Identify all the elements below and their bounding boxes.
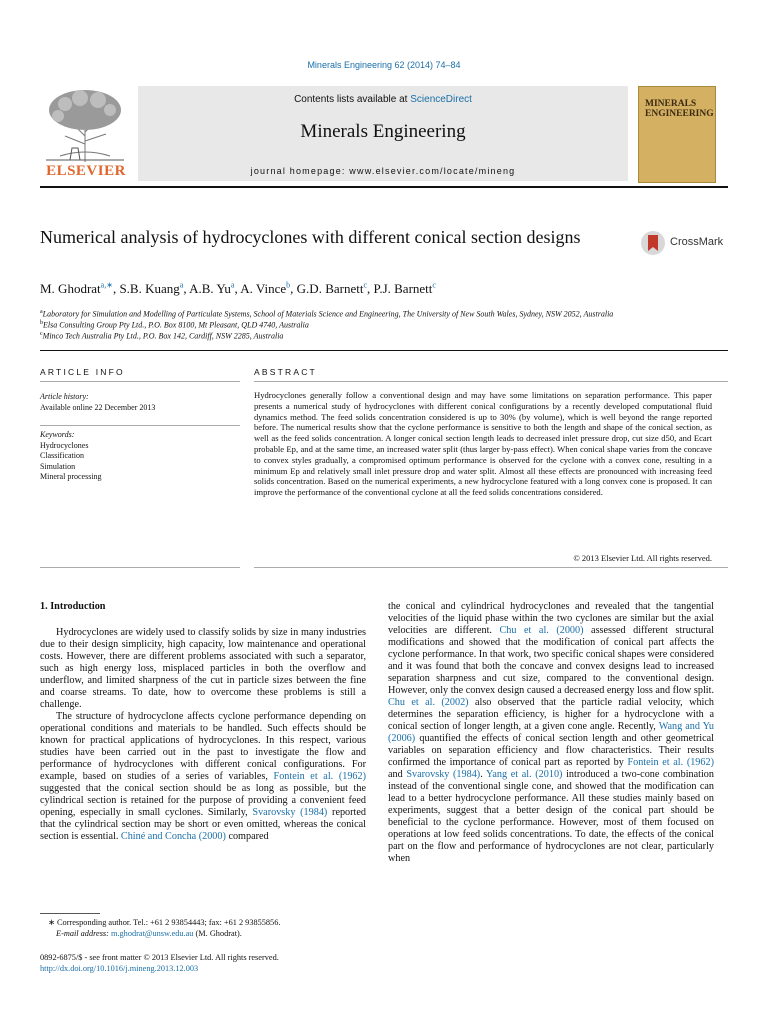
article-history [40,392,240,413]
crossmark-icon [640,230,666,256]
footnote [40,918,366,939]
crossmark-label: CrossMark [670,236,724,248]
citation-link[interactable]: Yang et al. (2010) [486,769,563,780]
journal-cover-image [638,86,716,183]
keyword: Mineral processing [40,472,102,481]
sciencedirect-link[interactable]: ScienceDirect [410,94,472,105]
author: M. Ghodrat$^{a,∗}$, [40,281,120,297]
masthead-rule [40,186,728,188]
doi-link[interactable]: http://dx.doi.org/10.1016/j.mineng.2013.12.003 [40,963,199,973]
contents-prefix: Contents lists available at [294,94,411,105]
citation-link[interactable]: Chu et al. (2002) [388,697,469,708]
keyword: Classification [40,451,84,460]
affiliation-c: $^c$Minco Tech Australia Pty Ltd., P.O. Box 142, Cardiff, NSW 2285, Australia [40,331,284,341]
header-rule [40,350,728,351]
paragraph: Hydrocyclones are widely used to classify solids by size in many industries due to their design simplicity, high capacity, low maintenance and operational costs. However, there are different problems associated with such a separator, such as high energy loss, misplaced particles in both the overflow and underflow, and limited sharpness of the cut in particle sizes between the fine and coarse streams. To date, how to overcome these problems is still a challenge. [40,627,366,710]
footnote-rule [40,913,100,914]
citation-link[interactable]: Svarovsky (1984) [252,807,328,818]
journal-reference[interactable]: Minerals Engineering 62 (2014) 74–84 [307,60,461,70]
author: G.D. Barnett$^c$, [296,281,374,297]
cover-title-line2: ENGINEERING [645,109,714,119]
crossmark-badge[interactable] [640,230,730,256]
paragraph: The structure of hydrocyclone affects cyclone performance depending on operational conditions and materials to be handled. Such effects should be known for practical applications of hydrocyclones. In this respect, various studies have been carried out in the past to investigate the flow and performance of hydrocyclones with different conical configurations. For example, based on studies of a series of variables, Fontein et al. (1962) suggested that the conical section should be as long as possible, but the cylindrical section is retained for the purpose of providing a convenient feed opening, especially in small cyclones. Similarly, Svarovsky (1984) reported that the cylindrical section may be short or even omitted, whereas the conical section is essential. Chiné and Concha (2000) compared [40,711,366,842]
paragraph: the conical and cylindrical hydrocyclones and revealed that the tangential velocities of the liquid phase within the two cyclones are similar but the axial velocities are different. Chu et al. (2000) assessed different structural modifications and showed that the modification of conical part affects the cyclone performance. In that work, two specific conical shapes were considered and it was found that both the concave and convex designs lead to increased separation sharpness and cut size, compared to the conventional design. However, only the convex design caused a decreased energy loss and flow split. Chu et al. (2002) also observed that the particle radial velocity, which determines the separation efficiency, is higher for a hydrocyclone with a conical section of longer length, at a given cone angle. Recently, Wang and Yu (2006) quantified the effects of conical section length and other geometrical variables on separation efficiency and flow characteristics. Their results confirmed the importance of conical part as reported by Fontein et al. (1962) and Svarovsky (1984). Yang et al. (2010) introduced a two-cone combination instead of the conventional single cone, and showed that the modification can lead to a better hydrocyclone performance. All these studies mainly based on experiments, suggest that a better design of the conical part should be beneficial to the cyclone performance. However, most of them focused on operations at low feed solids concentrations. To date, the effects of the conical part on the flow and performance of hydrocyclones are not clear, particularly when [388,601,714,864]
page-bottom-info [40,953,370,974]
keywords-label: Keywords: [40,430,75,439]
citation-link[interactable]: Chu et al. (2000) [499,625,584,636]
citation-link[interactable]: Fontein et al. (1962) [627,757,714,768]
history-value: Available online 22 December 2013 [40,402,156,412]
citation-link[interactable]: Fontein et al. (1962) [273,771,366,782]
abstract-text: Hydrocyclones generally follow a conventional design and may have some limitations on separation performance. This paper presents a numerical study of hydrocyclones with different conical configurations by a recently developed computational fluid dynamics method. The feed solids concentration considered is up to 30% (by volume), which is well beyond the range reported before. The numerical results show that the cyclone performance is sensitive to both the length and shape of the conical section, as well as the feed solids concentration. A longer conical section length leads to decreased inlet pressure drop, cut size d50, and Ecart probable Ep, and at the same time, an increased water split (thus larger by-pass effect). When conical shape varies from the concave to convex styles gradually, a compromised optimum performance is observed for the cyclone with a convex cone, resulting in a minimum Ep and relatively small inlet pressure drop and water split. Almost all these effects are pronounced with increasing feed solids concentration. Based on the numerical experiments, a new hydrocyclone featured with a long convex cone is proposed. It can improve the performance of the conventional cyclone at all the feed solids concentrations considered. [254,390,712,498]
author: A. Vince$^b$, [240,281,297,297]
elsevier-logo-text: ELSEVIER [46,163,126,179]
info-divider [40,381,240,382]
body-column-right [388,601,714,865]
author: S.B. Kuang$^a$, [119,281,190,297]
author: P.J. Barnett$^c$ [373,281,436,297]
keyword: Simulation [40,461,76,471]
section-heading-introduction: 1. Introduction [40,601,106,612]
email-link[interactable]: m.ghodrat@unsw.edu.au [111,928,194,938]
body-column-left [40,601,366,843]
corresponding-author: ∗ Corresponding author. Tel.: +61 2 93854443; fax: +61 2 93855856. [48,918,281,927]
abstract-heading: ABSTRACT [254,367,317,377]
info-divider [40,425,240,426]
cover-title-line1: MINERALS [645,99,697,109]
journal-title: Minerals Engineering [300,121,466,142]
keyword: Hydrocyclones [40,440,89,450]
contents-line [138,94,628,105]
abstract-copyright: © 2013 Elsevier Ltd. All rights reserved. [573,553,712,563]
affiliation-a: $^a$Laboratory for Simulation and Modelling of Particulate Systems, School of Materials Science and Engineering, The University of New South Wales, Sydney, NSW 2052, Australia [40,309,614,319]
info-bottom-rule [40,567,240,568]
abstract-divider [254,381,728,382]
author: A.B. Yu$^a$, [189,281,241,297]
email-line: E-mail address: m.ghodrat@unsw.edu.au (M. Ghodrat). [56,928,242,938]
citation-link[interactable]: Svarovsky (1984) [406,769,481,780]
issn-line: 0892-6875/$ - see front matter © 2013 Elsevier Ltd. All rights reserved. [40,953,279,962]
history-label: Article history: [40,392,89,401]
abstract-bottom-rule [254,567,728,568]
author-list [40,281,730,297]
article-info-heading: ARTICLE INFO [40,367,125,377]
affiliation-b: $^b$Elsa Consulting Group Pty Ltd., P.O. Box 8100, Mt Pleasant, QLD 4740, Australia [40,320,309,330]
article-title: Numerical analysis of hydrocyclones with different conical section designs [40,227,581,247]
citation-link[interactable]: Wang and Yu (2006) [388,721,714,744]
citation-link[interactable]: Chiné and Concha (2000) [120,831,226,842]
keywords-block [40,430,240,483]
journal-homepage[interactable]: journal homepage: www.elsevier.com/locate/mineng [250,166,516,176]
